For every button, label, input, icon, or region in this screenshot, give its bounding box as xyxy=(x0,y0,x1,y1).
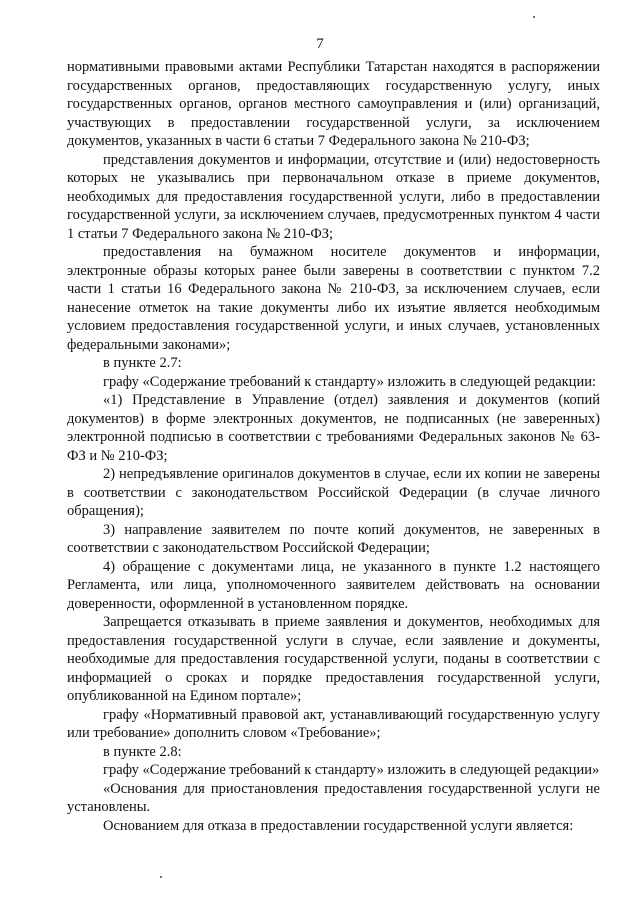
scan-speck xyxy=(160,876,162,878)
document-body xyxy=(67,58,600,835)
paragraph-13: графу «Содержание требований к стандарту» изложить в следующей редакции» xyxy=(103,762,600,778)
paragraph-11: графу «Нормативный правовой акт, устанавливающий государственную услугу или требование» дополнить словом «Требование»; xyxy=(67,706,600,741)
page-number: 7 xyxy=(316,36,324,52)
paragraph-8: 3) направление заявителем по почте копий документов, не заверенных в соответствии с законодательством Российской Федерации; xyxy=(67,521,600,556)
paragraph-5: графу «Содержание требований к стандарту» изложить в следующей редакции: xyxy=(103,373,596,390)
paragraph-10: Запрещается отказывать в приеме заявления и документов, необходимых для предоставления государственной услуги в случае, если заявление и документы, необходимые для предоставления государственной услуги, поданы в соответствии с информацией о сроках и порядке предоставления государственной услуги, опубликованной на Едином портале»; xyxy=(67,614,600,704)
paragraph-1: нормативными правовыми актами Республики Татарстан находятся в распоряжении государственных органов, предоставляющих государственную услугу, иных государственных органов, органов местного самоуправления и (или) организаций, участвующих в предоставлении государственной услуги, за исключением документов, указанных в части 6 статьи 7 Федерального закона № 210-ФЗ; xyxy=(67,59,600,149)
paragraph-14: «Основания для приостановления предоставления государственной услуги не установлены. xyxy=(67,780,600,815)
paragraph-2: представления документов и информации, отсутствие и (или) недостоверность которых не указывались при первоначальном отказе в приеме документов, необходимых для предоставления государственной услуги, либо в предоставлении государственной услуги, за исключением случаев, предусмотренных пунктом 4 части 1 статьи 7 Федерального закона № 210-ФЗ; xyxy=(67,151,600,242)
scan-speck xyxy=(533,16,535,18)
paragraph-12: в пункте 2.8: xyxy=(103,743,182,760)
paragraph-15: Основанием для отказа в предоставлении государственной услуги является: xyxy=(103,817,574,834)
paragraph-7: 2) непредъявление оригиналов документов в случае, если их копии не заверены в соответствии с законодательством Российской Федерации (в случае личного обращения); xyxy=(67,466,600,519)
paragraph-4: в пункте 2.7: xyxy=(103,355,182,371)
paragraph-3: предоставления на бумажном носителе документов и информации, электронные образы которых ранее были заверены в соответствии с пунктом 7.2 части 1 статьи 16 Федерального закона № 210-ФЗ, за исключением случаев, если нанесение отметок на такие документы либо их изъятие является необходимым условием предоставления государственной услуги, и иных случаев, установленных федеральными законами»; xyxy=(67,244,600,353)
paragraph-9: 4) обращение с документами лица, не указанного в пункте 1.2 настоящего Регламента, или лица, уполномоченного заявителем действовать на основании доверенности, оформленной в установленном порядке. xyxy=(67,558,600,612)
paragraph-6: «1) Представление в Управление (отдел) заявления и документов (копий документов) в форме электронных документов, не подписанных (не заверенных) электронной подписью в соответствии с требованиями Федеральных законов № 63-ФЗ и № 210-ФЗ; xyxy=(67,392,600,464)
